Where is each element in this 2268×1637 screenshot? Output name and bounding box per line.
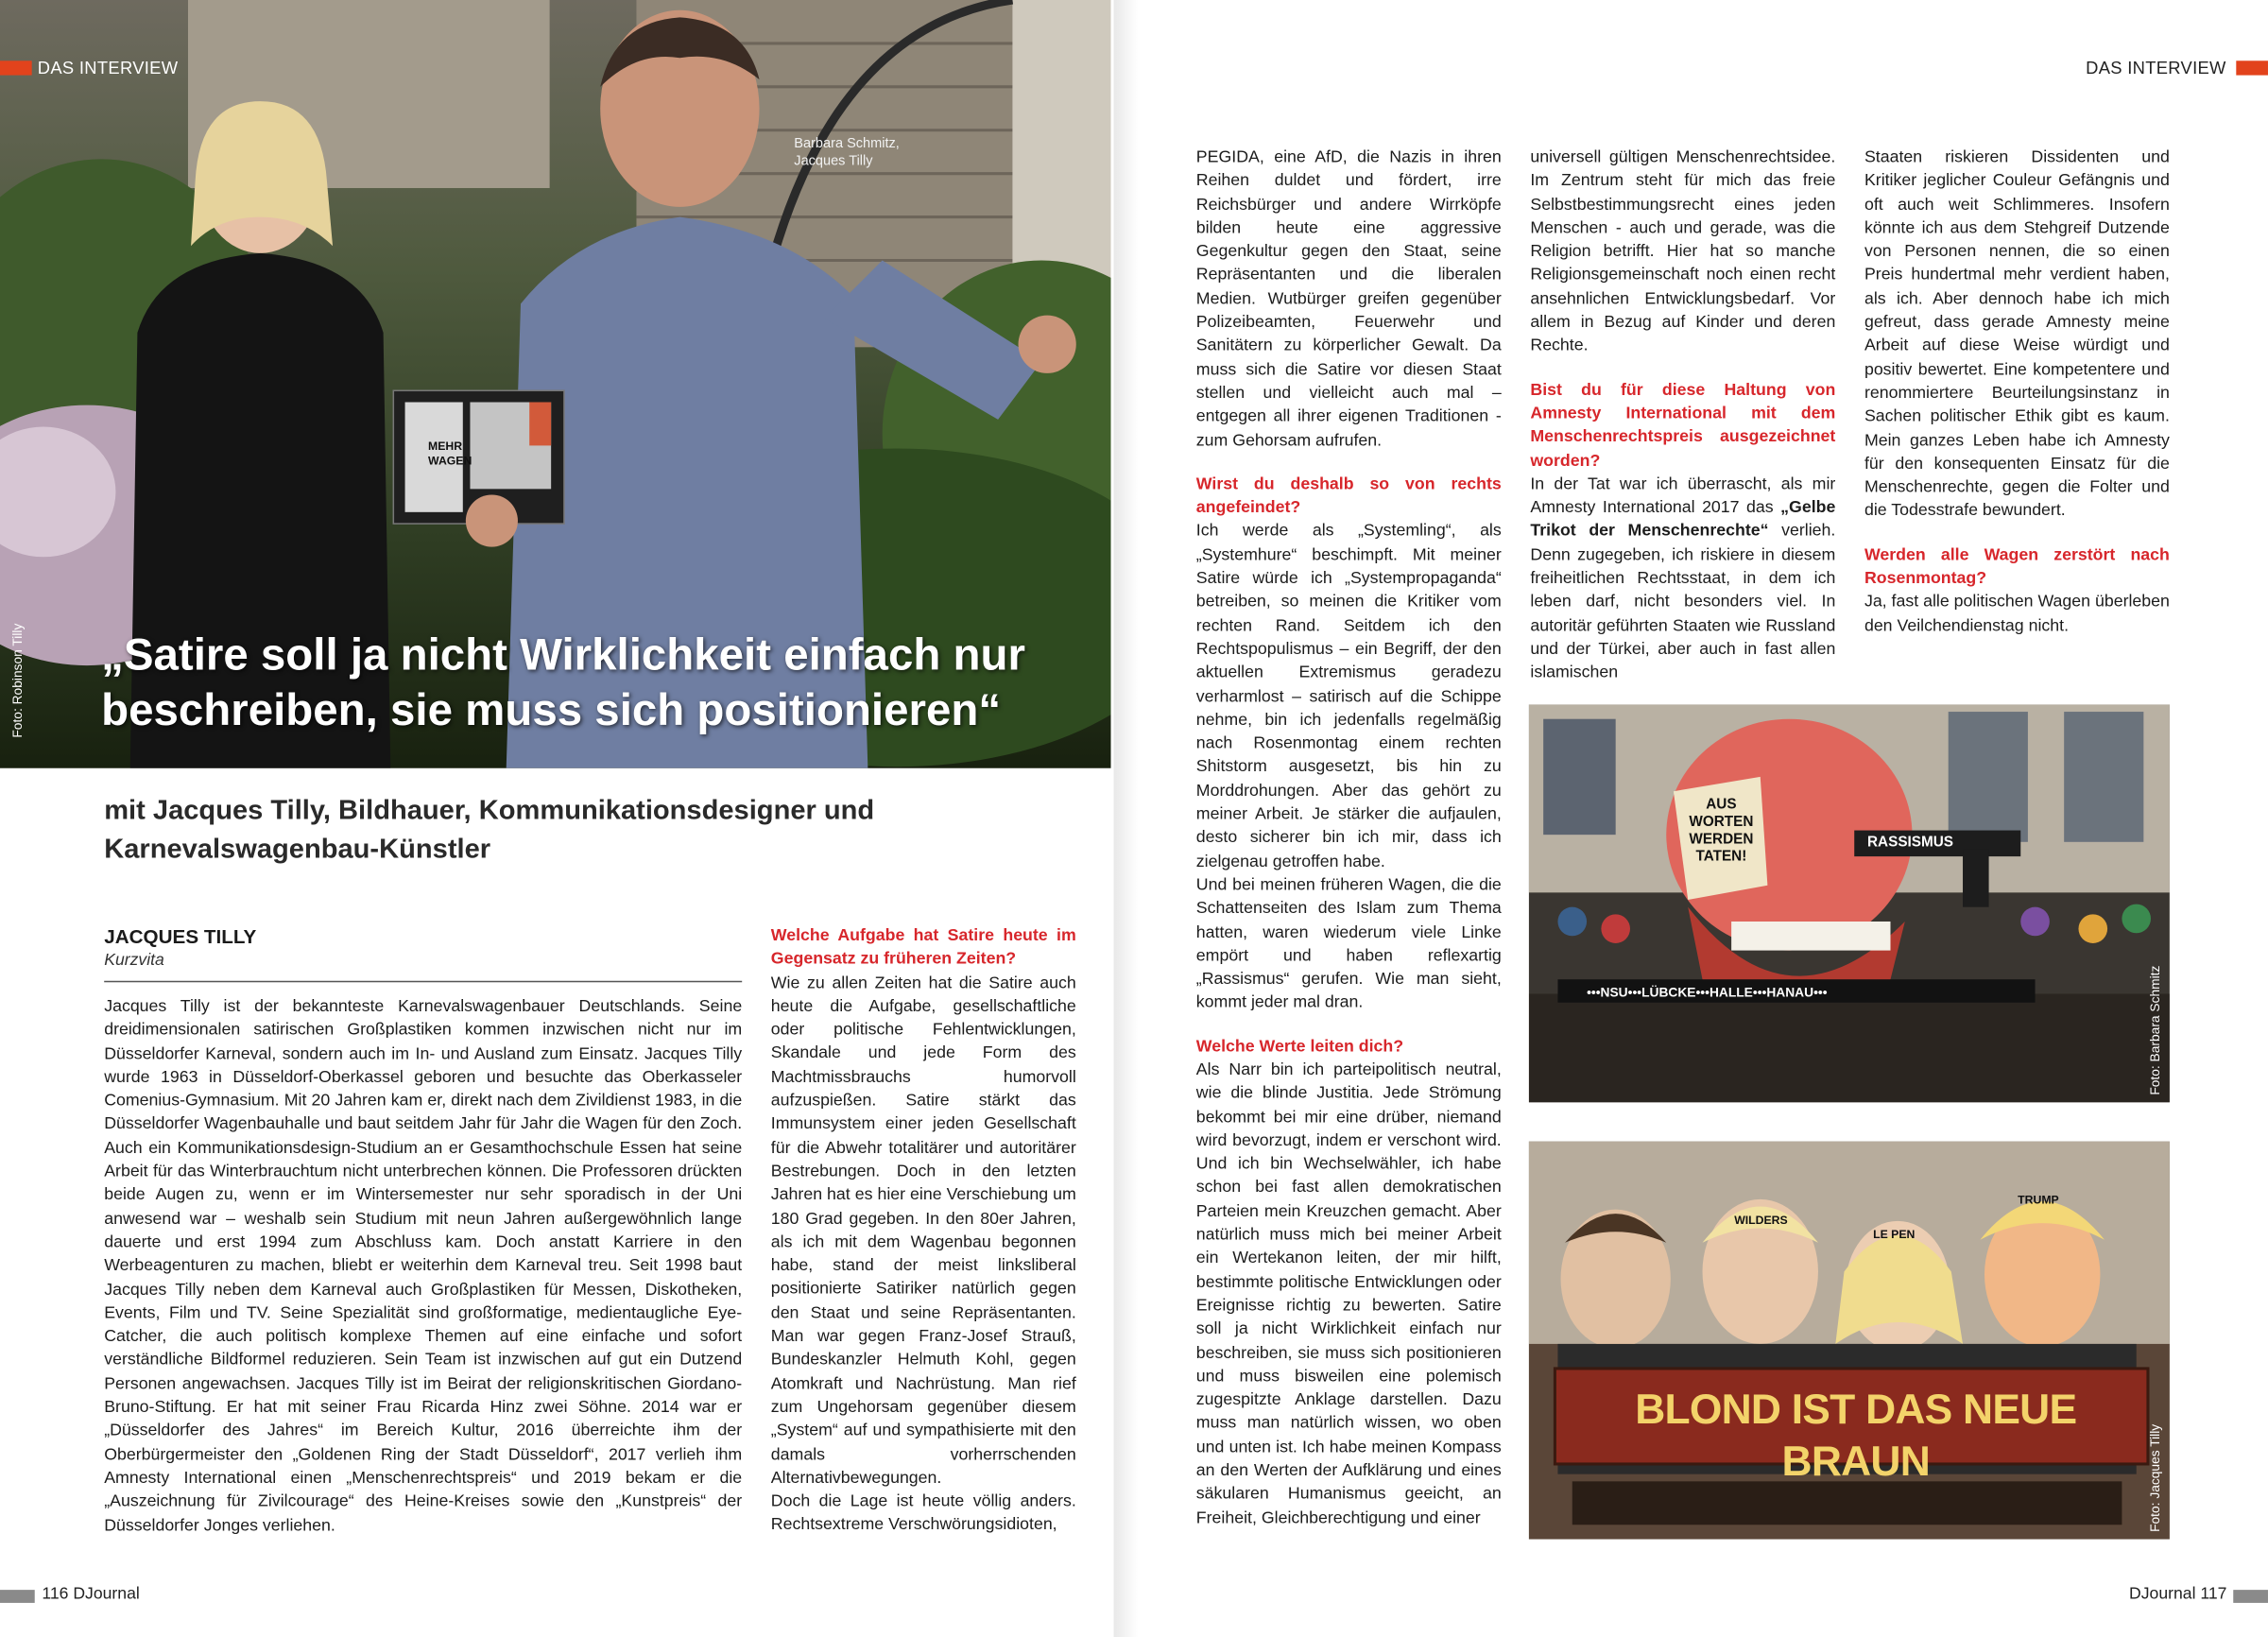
section-label-right: DAS INTERVIEW — [2086, 58, 2226, 78]
question-1: Welche Aufgabe hat Satire heute im Gegensatz zu früheren Zeiten? — [770, 925, 1076, 969]
book-title-line-1: MEHR — [428, 439, 463, 454]
question-5: Werden alle Wagen zerstört nach Rosenmontag? — [1864, 544, 2170, 588]
answer-3: Als Narr bin ich parteipolitisch neutral, wie die blinde Justitia. Jede Strömung bekommt bei mir eine drüber, niemand wird bevorzugt, indem er verschont wird. Und ich bin Wechselwähler, ich habe schon bei fast allen demokratischen Parteien mein Kreuzchen gemacht. Aber natürlich muss mich bei meiner Arbeit ein Wertekanon leiten, der mir hilft, bestimmte politische Entwicklungen oder Ereignisse richtig zu bewerten. Satire soll ja nicht Wirklichkeit einfach nur beschreiben, sie muss sich positionieren und muss bisweilen eine polemisch zugespitzte Anklage darstellen. Dazu muss man natürlich wissen, wo oben und unten ist. Ich habe meinen Kompass an den Werten der Aufklärung und eines säkularen Humanismus geeicht, an Freiheit, Gleichberechtigung und einer — [1195, 1060, 1502, 1527]
left-interview-column — [771, 924, 1076, 1538]
bio-name: JACQUES TILLY — [104, 925, 257, 948]
hero-photo — [0, 0, 1111, 768]
page-footer-right: DJournal 117 — [2129, 1585, 2227, 1603]
answer-4-part-2: verlieh. Denn zugegeben, ich riskiere in diesem freiheitlichen Rechtsstaat, in dem ich leben darf, nicht besonders viel. In autoritär geführten Staaten wie Russland und der Türkei, aber auch in fast allen islamischen — [1530, 521, 1836, 682]
bio-divider — [104, 981, 742, 983]
bio-text — [104, 995, 742, 1538]
right-column-2 — [1530, 146, 1835, 685]
book-title-line-2: WAGEN — [428, 454, 472, 468]
section-label: DAS INTERVIEW — [37, 58, 179, 78]
float-photo-rassismus — [1529, 704, 2170, 1102]
page-gutter — [1114, 0, 1155, 1637]
question-2: Wirst du deshalb so von rechts angefeindet? — [1195, 474, 1502, 517]
sign-line-1: AUS — [1706, 797, 1737, 814]
float-base-text: •••NSU•••LÜBCKE•••HALLE•••HANAU••• — [1587, 985, 1828, 1000]
answer-1: Wie zu allen Zeiten hat die Satire auch heute die Aufgabe, gesellschaftliche oder politische Fehlentwicklungen, Skandale und jede Form des Machtmissbrauchs humorvoll aufzuspießen. Satire stärkt das Immunsystem einer jeden Gesellschaft für die Abwehr totalitärer und autoritärer Bestrebungen. Doch in den letzten Jahren hat es hier eine Verschiebung um 180 Grad gegeben. In den 80er Jahren, als ich mit dem Wagenbau begonnen habe, stand der meist linksliberal positionierte Satiriker natürlich gegen den Staat und seine Repräsentanten. Man war gegen Franz-Josef Strauß, Bundeskanzler Helmuth Kohl, gegen Atomkraft und Nachrüstung. Man rief zum Ungehorsam gegenüber diesem „System“ auf und sympathisierte mit den damals vorherrschenden Alternativbewegungen. — [770, 973, 1076, 1488]
section-tab-marker — [0, 60, 32, 75]
answer-2-continued: Und bei meinen früheren Wagen, die die Schattenseiten des Islam zum Thema hatten, waren wiederum viele Linke empört und haben reflexartig „Rassismus“ gerufen. Wie man sieht, kommt jeder mal dran. — [1195, 874, 1502, 1012]
answer-4-part-1: In der Tat war ich überrascht, als mir Amnesty International 2017 das — [1530, 474, 1836, 517]
banner-text: BLOND IST DAS NEUE BRAUN — [1635, 1387, 2077, 1486]
footer-marker-right — [2233, 1590, 2268, 1603]
right-column-3 — [1864, 146, 2170, 638]
subheadline: mit Jacques Tilly, Bildhauer, Kommunikationsdesigner und Karnevalswagenbau-Künstler — [104, 795, 875, 866]
text-block: universell gültigen Menschenrechtsidee. Im Zentrum steht für mich das freie Selbstbestimmungsrecht eines jeden Menschen - auch und gerade, was die Religion betrifft. Hier hat so manche Religionsgemeinschaft noch einen recht ansehnlichen Entwicklungsbedarf. Vor allem in Bezug auf Kinder und deren Rechte. — [1530, 147, 1836, 355]
answer-5: Ja, fast alle politischen Wagen überleben den Veilchendienstag nicht. — [1864, 592, 2170, 635]
bio-paragraph: Jacques Tilly ist der bekannteste Karnevalswagenbauer Deutschlands. Seine dreidimensionalen satirischen Großplastiken kommen inzwischen nicht nur im Düsseldorfer Karneval, sondern auch im In- und Ausland zum Einsatz. Jacques Tilly wurde 1963 in Düsseldorf-Oberkassel geboren und besuchte das Oberkasseler Comenius-Gymnasium. Mit 20 Jahren kam er, direkt nach dem Zivildienst 1983, in die Düsseldorfer Wagenbauhalle und baut seitdem Jahr für Jahr die Wagen für den Zoch. Auch ein Kommunikationsdesign-Studium an er Gesamthochschule Essen hat seine Arbeit für das Winterbrauchtum nicht unterbrechen können. Die Professoren drückten beide Augen zu, wenn er im Wintersemester nur sehr sporadisch in der Uni anwesend war – weshalb sein Studium mit neun Jahren außergewöhnlich lange dauerte und erst 1994 zum Abschluss kam. Doch anstatt Karriere in den Werbeagenturen zu machen, bliebt er weiterhin dem Karneval treu. Seit 1998 baut Jacques Tilly neben dem Karneval auch Großplastiken für Messen, Diskotheken, Events, Film und TV. Seine Spezialität sind großformatige, medientaugliche Eye-Catcher, die auch politisch komplexe Themen auf eine einfache und sofort verständliche Bildformel reduzieren. Sein Team ist inzwischen auf gut ein Dutzend Personen angewachsen. Jacques Tilly ist im Beirat der religionskritischen Giordano-Bruno-Stiftung. Er hat mit seiner Frau Ricarda Hinz zwei Söhne. 2014 war er „Düsseldorfer des Jahres“ im Bereich Kultur, 2016 überreichte ihm der Oberbürgermeister den „Goldenen Ring der Stadt Düsseldorf“, 2017 verlieh ihm Amnesty International einen „Menschenrechtspreis“ und 2019 bekam er die „Auszeichnung für Zivilcourage“ des Heine-Kreises sowie den „Kunstpreis“ der Düsseldorfer Jonges verliehen. — [104, 996, 743, 1535]
text-block: Staaten riskieren Dissidenten und Kritiker jeglicher Couleur Gefängnis und oft auch weit Schlimmeres. Insofern könnte ich aus dem Stehgreif Dutzende von Personen nennen, die so einen Preis hundertmal mehr verdient haben, als ich. Aber dennoch habe ich mich gefreut, dass gerade Amnesty meine Arbeit auf diese Weise würdigt und positiv bewertet. Eine kompetentere und renommiertere Beurteilungsinstanz in Sachen politischer Ethik gibt es kaum. Mein ganzes Leben habe ich Amnesty für den konsequenten Einsatz für die Menschenrechte, gegen die Folter und die Todesstrafe bewundert. — [1864, 147, 2170, 521]
sign-line-2: WORTEN — [1689, 814, 1754, 831]
footer-marker-left — [0, 1590, 35, 1603]
photo-credit: Foto: Barbara Schmitz — [2147, 965, 2163, 1095]
photo-credit: Foto: Jacques Tilly — [2147, 1423, 2163, 1532]
gun-label: RASSISMUS — [1867, 835, 1954, 851]
answer-2: Ich werde als „Systemling“, als „Systemhure“ beschimpft. Mit meiner Satire würde ich „Systempropaganda“ betreiben, so meinen die Kritiker vom rechten Rand. Seitdem ich den Rechtspopulismus – ein Begriff, der den aktuellen Extremismus geradezu verharmlost – satirisch auf die Schippe nehme, bin ich jedenfalls regelmäßig nach Rosenmontag einem rechten Shitstorm ausgesetzt, bis hin zu Morddrohungen. Aber das gehört zu meiner Arbeit. Je stärker die aufjaulen, desto sicherer bin ich mir, dass ich zielgenau getroffen habe. — [1195, 521, 1502, 870]
float-sign-text — [1677, 797, 1764, 866]
section-tab-marker-right — [2236, 60, 2268, 75]
question-3: Welche Werte leiten dich? — [1195, 1036, 1404, 1056]
hat-label-trump: TRUMP — [2018, 1193, 2059, 1207]
photo-caption: Barbara Schmitz, Jacques Tilly — [794, 135, 900, 170]
question-4: Bist du für diese Haltung von Amnesty International mit dem Menschenrechtspreis ausgezeichnet worden? — [1530, 380, 1836, 470]
sign-line-3: WERDEN — [1689, 832, 1754, 848]
answer-1-continued: Doch die Lage ist heute völlig anders. Rechtsextreme Verschwörungsidioten, — [770, 1491, 1076, 1535]
answer-4-emphasis: „Gelbe Trikot der Menschenrechte“ — [1530, 497, 1836, 541]
photo-credit: Foto: Robinson Tilly — [9, 623, 26, 738]
book-title — [428, 439, 472, 469]
answer-4 — [1530, 473, 1835, 684]
hat-label-lepen: LE PEN — [1873, 1228, 1916, 1242]
page-footer-left: 116 DJournal — [42, 1585, 140, 1603]
bio-label: Kurzvita — [104, 952, 164, 970]
hat-label-wilders: WILDERS — [1734, 1214, 1788, 1227]
text-block: PEGIDA, eine AfD, die Nazis in ihren Reihen duldet und fördert, irre Reichsbürger und andere Wirrköpfe bilden heute eine aggressive Gegenkultur gegen den Staat, seine Repräsentanten und die liberalen Medien. Wutbürger greifen gegenüber Polizeibeamten, Feuerwehr und Sanitätern zu körperlicher Gewalt. Da muss sich die Satire vor diesen Staat stellen und vielleicht auch mal – entgegen all ihrer eigenen Traditionen - zum Gehorsam aufrufen. — [1195, 147, 1502, 450]
right-column-1 — [1196, 146, 1502, 1531]
float-photo-blond — [1529, 1142, 2170, 1540]
sign-line-4: TATEN! — [1695, 849, 1747, 866]
headline: „Satire soll ja nicht Wirklichkeit einfach nur beschreiben, sie muss sich positionieren“ — [101, 629, 1025, 735]
